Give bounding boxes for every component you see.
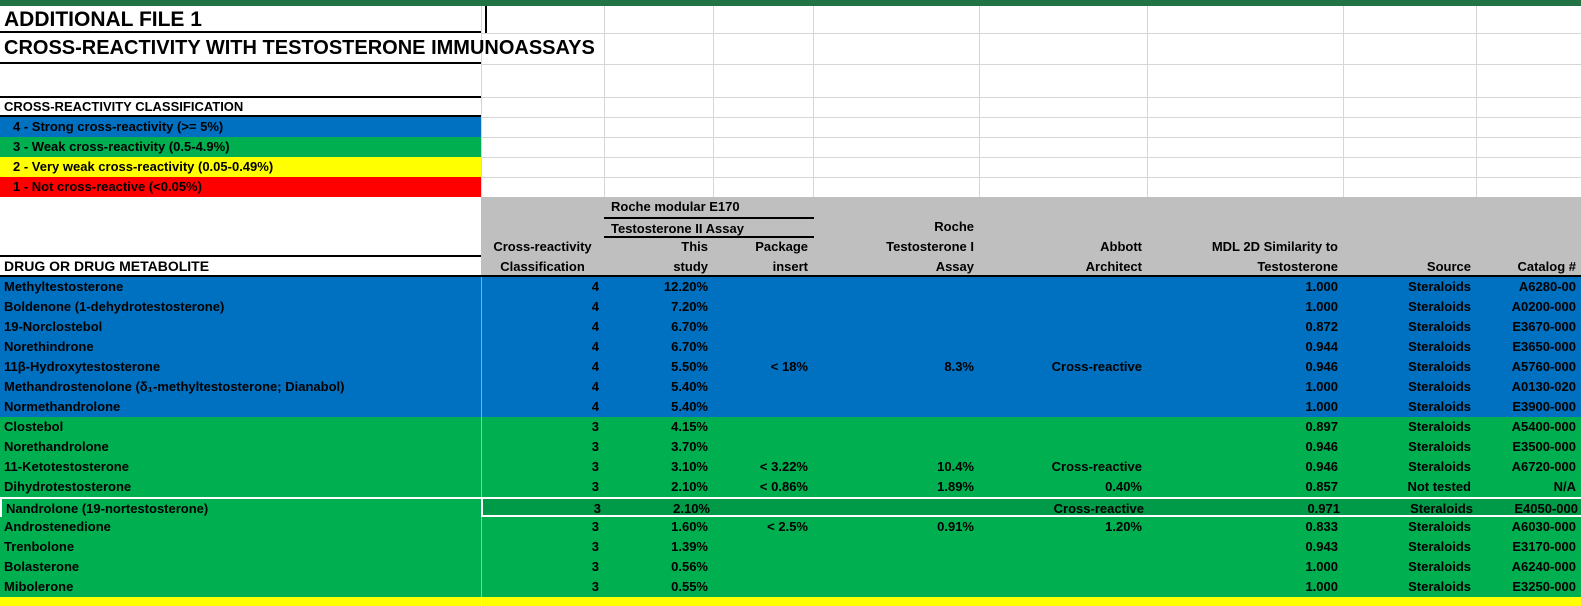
cell-mdl-similarity[interactable]: 0.897 <box>1305 419 1338 434</box>
col-header-classification-line1[interactable]: Cross-reactivity <box>493 239 592 254</box>
cell-mdl-similarity[interactable]: 0.944 <box>1305 339 1338 354</box>
cell-drug[interactable]: Normethandrolone <box>4 399 121 414</box>
table-row[interactable] <box>0 577 1581 597</box>
cell-this-study[interactable]: 1.39% <box>671 539 708 554</box>
cell-this-study[interactable]: 2.10% <box>673 501 710 516</box>
cell-catalog[interactable]: A5760-000 <box>1511 359 1576 374</box>
cell-source[interactable]: Steraloids <box>1408 359 1471 374</box>
cell-mdl-similarity[interactable]: 0.833 <box>1305 519 1338 534</box>
sheet-title-cell[interactable]: CROSS-REACTIVITY WITH TESTOSTERONE IMMUNOASSAYS <box>4 37 595 59</box>
cell-this-study[interactable]: 3.10% <box>671 459 708 474</box>
cell-abbott-architect[interactable]: Cross-reactive <box>1051 359 1142 374</box>
legend-item-2[interactable]: 2 - Very weak cross-reactivity (0.05-0.49%) <box>0 157 481 177</box>
cell-mdl-similarity[interactable]: 0.943 <box>1305 539 1338 554</box>
cell-classification[interactable]: 3 <box>591 479 599 494</box>
table-row[interactable] <box>0 457 1581 477</box>
cell-package-insert[interactable] <box>715 499 815 519</box>
col-header-this-study-line2[interactable]: study <box>673 259 708 274</box>
cell-abbott-architect[interactable] <box>979 397 1147 417</box>
cell-roche-i-assay[interactable] <box>813 437 979 457</box>
cell-roche-i-assay[interactable] <box>813 417 979 437</box>
col-header-roche-i-line2[interactable]: Testosterone I <box>886 239 974 254</box>
cell-abbott-architect[interactable] <box>979 437 1147 457</box>
cell-catalog[interactable]: E4050-000 <box>1514 501 1578 516</box>
gridline <box>481 97 1581 98</box>
col-header-source[interactable]: Source <box>1426 259 1471 274</box>
table-row[interactable] <box>0 477 1581 497</box>
cell-abbott-architect[interactable] <box>979 557 1147 577</box>
table-row[interactable] <box>0 537 1581 557</box>
col-header-roche-i-line1[interactable]: Roche <box>934 219 974 234</box>
col-header-classification-line2[interactable]: Classification <box>500 259 585 274</box>
partial-yellow-row[interactable] <box>0 597 1581 606</box>
cell-roche-i-assay[interactable] <box>815 499 981 519</box>
cell-abbott-architect[interactable] <box>979 577 1147 597</box>
cell-source[interactable]: Steraloids <box>1408 559 1471 574</box>
table-row[interactable] <box>0 337 1581 357</box>
cell-classification[interactable]: 3 <box>591 579 599 594</box>
cell-catalog[interactable]: A0130-020 <box>1511 379 1576 394</box>
col-header-package-insert-line2[interactable]: insert <box>772 259 808 274</box>
cell-this-study[interactable]: 0.55% <box>671 579 708 594</box>
cell-package-insert[interactable] <box>713 417 813 437</box>
cell-drug[interactable]: Dihydrotestosterone <box>4 479 132 494</box>
cell-roche-i-assay[interactable] <box>813 277 979 297</box>
cell-catalog[interactable]: E3650-000 <box>1512 339 1576 354</box>
cell-classification[interactable]: 3 <box>591 419 599 434</box>
gridline <box>481 137 1581 138</box>
cell-catalog[interactable]: A0200-000 <box>1511 299 1576 314</box>
cell-package-insert[interactable]: < 18% <box>770 359 808 374</box>
col-header-roche-i-line3[interactable]: Assay <box>935 259 974 274</box>
cell-mdl-similarity[interactable]: 0.857 <box>1305 479 1338 494</box>
gridline <box>604 6 605 197</box>
gridline <box>1476 6 1477 197</box>
cell-abbott-architect[interactable]: Cross-reactive <box>1053 501 1144 516</box>
cell-drug[interactable]: Mibolerone <box>4 579 74 594</box>
cell-catalog[interactable]: E3170-000 <box>1512 539 1576 554</box>
cell-roche-i-assay[interactable] <box>813 337 979 357</box>
gridline <box>813 6 814 197</box>
table-row[interactable] <box>0 557 1581 577</box>
cell-abbott-architect[interactable]: Cross-reactive <box>1051 459 1142 474</box>
cell-abbott-architect[interactable] <box>979 377 1147 397</box>
cell-roche-i-assay[interactable]: 10.4% <box>937 459 974 474</box>
cell-abbott-architect[interactable]: 1.20% <box>1105 519 1142 534</box>
cell-drug[interactable]: Norethandrolone <box>4 439 109 454</box>
cell-package-insert[interactable] <box>713 397 813 417</box>
cell-this-study[interactable]: 7.20% <box>671 299 708 314</box>
cell-catalog[interactable]: N/A <box>1553 479 1576 494</box>
gridline <box>481 33 1581 34</box>
cell-roche-i-assay[interactable]: 0.91% <box>937 519 974 534</box>
cell-source[interactable]: Steraloids <box>1408 299 1471 314</box>
col-header-mdl-line1[interactable]: MDL 2D Similarity to <box>1211 239 1338 254</box>
col-header-abbott-line1[interactable]: Abbott <box>1100 239 1142 254</box>
table-row[interactable] <box>0 377 1581 397</box>
col-header-package-insert-line1[interactable]: Package <box>755 239 808 254</box>
cell-abbott-architect[interactable]: 0.40% <box>1105 479 1142 494</box>
cell-drug[interactable]: Bolasterone <box>4 559 80 574</box>
gridline <box>481 177 1581 178</box>
cell-mdl-similarity[interactable]: 0.872 <box>1305 319 1338 334</box>
cell-classification[interactable]: 4 <box>591 319 599 334</box>
cell-classification[interactable]: 3 <box>591 459 599 474</box>
cell-package-insert[interactable] <box>713 377 813 397</box>
cell-source[interactable]: Steraloids <box>1408 399 1471 414</box>
table-row[interactable] <box>0 357 1581 377</box>
cell-source[interactable]: Not tested <box>1407 479 1471 494</box>
table-row[interactable] <box>0 317 1581 337</box>
cell-drug[interactable]: 19-Norclostebol <box>4 319 103 334</box>
cell-catalog[interactable]: A6030-000 <box>1511 519 1576 534</box>
cell-classification[interactable]: 3 <box>591 439 599 454</box>
cell-mdl-similarity[interactable]: 1.000 <box>1305 279 1338 294</box>
cell-classification[interactable]: 4 <box>591 379 599 394</box>
cell-package-insert[interactable] <box>713 297 813 317</box>
cell-source[interactable]: Steraloids <box>1408 319 1471 334</box>
cell-this-study[interactable]: 6.70% <box>671 339 708 354</box>
cell-catalog[interactable]: A5400-000 <box>1511 419 1576 434</box>
cell-source[interactable]: Steraloids <box>1410 501 1473 516</box>
table-row[interactable] <box>0 417 1581 437</box>
cell-drug[interactable]: Norethindrone <box>4 339 94 354</box>
cell-source[interactable]: Steraloids <box>1408 539 1471 554</box>
gridline <box>1343 6 1344 197</box>
cell-abbott-architect[interactable] <box>979 297 1147 317</box>
cell-source[interactable]: Steraloids <box>1408 379 1471 394</box>
cell-mdl-similarity[interactable]: 1.000 <box>1305 559 1338 574</box>
cell-package-insert[interactable] <box>713 317 813 337</box>
cell-roche-i-assay[interactable] <box>813 297 979 317</box>
table-row[interactable] <box>0 437 1581 457</box>
cell-this-study[interactable]: 5.50% <box>671 359 708 374</box>
cell-source[interactable]: Steraloids <box>1408 439 1471 454</box>
cell-mdl-similarity[interactable]: 0.946 <box>1305 359 1338 374</box>
legend-item-3[interactable]: 3 - Weak cross-reactivity (0.5-4.9%) <box>0 137 481 157</box>
table-row[interactable] <box>0 277 1581 297</box>
cell-package-insert[interactable] <box>713 577 813 597</box>
table-row[interactable] <box>0 497 1581 517</box>
cell-drug[interactable]: Trenbolone <box>4 539 75 554</box>
cell-this-study[interactable]: 4.15% <box>671 419 708 434</box>
cell-catalog[interactable]: A6280-00 <box>1518 279 1576 294</box>
cell-abbott-architect[interactable] <box>979 537 1147 557</box>
cell-drug[interactable]: Clostebol <box>4 419 64 434</box>
cell-abbott-architect[interactable] <box>979 337 1147 357</box>
cell-abbott-architect[interactable] <box>979 277 1147 297</box>
cell-roche-i-assay[interactable] <box>813 577 979 597</box>
cell-package-insert[interactable] <box>713 337 813 357</box>
table-row[interactable] <box>0 397 1581 417</box>
cell-mdl-similarity[interactable]: 1.000 <box>1305 379 1338 394</box>
cell-classification[interactable]: 3 <box>591 559 599 574</box>
cell-catalog[interactable]: A6240-000 <box>1511 559 1576 574</box>
cell-drug[interactable]: 11-Ketotestosterone <box>4 459 129 474</box>
drug-header-cell[interactable]: DRUG OR DRUG METABOLITE <box>4 258 210 274</box>
table-row[interactable] <box>0 517 1581 537</box>
cell-classification[interactable]: 4 <box>591 299 599 314</box>
cell-roche-i-assay[interactable] <box>813 377 979 397</box>
cell-source[interactable]: Steraloids <box>1408 279 1471 294</box>
cell-package-insert[interactable] <box>713 437 813 457</box>
cell-this-study[interactable]: 2.10% <box>671 479 708 494</box>
cell-catalog[interactable]: E3500-000 <box>1512 439 1576 454</box>
cell-roche-i-assay[interactable]: 8.3% <box>944 359 974 374</box>
cell-classification[interactable]: 4 <box>591 279 599 294</box>
cell-source[interactable]: Steraloids <box>1408 519 1471 534</box>
cell-drug[interactable]: Methyltestosterone <box>4 279 124 294</box>
cell-abbott-architect[interactable] <box>979 417 1147 437</box>
cell-roche-i-assay[interactable]: 1.89% <box>937 479 974 494</box>
cell-abbott-architect[interactable] <box>979 317 1147 337</box>
cell-this-study[interactable]: 6.70% <box>671 319 708 334</box>
cell-catalog[interactable]: A6720-000 <box>1511 459 1576 474</box>
group-header-roche-e170[interactable]: Roche modular E170 <box>611 199 740 214</box>
cell-roche-i-assay[interactable] <box>813 537 979 557</box>
cell-mdl-similarity[interactable]: 1.000 <box>1305 299 1338 314</box>
cell-catalog[interactable]: E3900-000 <box>1512 399 1576 414</box>
cell-package-insert[interactable] <box>713 557 813 577</box>
gridline <box>481 117 1581 118</box>
header-bottom-border <box>0 275 1581 277</box>
gridline <box>713 6 714 197</box>
cell-classification[interactable]: 3 <box>591 519 599 534</box>
col-header-abbott-line2[interactable]: Architect <box>1085 259 1142 274</box>
cell-source[interactable]: Steraloids <box>1408 459 1471 474</box>
cell-this-study[interactable]: 0.56% <box>671 559 708 574</box>
cell-catalog[interactable]: E3670-000 <box>1512 319 1576 334</box>
cell-package-insert[interactable]: < 2.5% <box>767 519 808 534</box>
gridline <box>481 64 1581 65</box>
cell-package-insert[interactable]: < 0.86% <box>759 479 808 494</box>
cell-package-insert[interactable] <box>713 537 813 557</box>
cell-mdl-similarity[interactable]: 1.000 <box>1305 579 1338 594</box>
cell-drug[interactable]: Methandrostenolone (δ₁-methyltestosterone; Dianabol) <box>4 379 345 394</box>
table-row[interactable] <box>0 297 1581 317</box>
cell-mdl-similarity[interactable]: 0.946 <box>1305 459 1338 474</box>
cell-catalog[interactable]: E3250-000 <box>1512 579 1576 594</box>
cell-this-study[interactable]: 12.20% <box>663 279 708 294</box>
cell-package-insert[interactable]: < 3.22% <box>759 459 808 474</box>
group-header-testosterone-ii[interactable]: Testosterone II Assay <box>611 221 744 236</box>
cell-mdl-similarity[interactable]: 0.971 <box>1307 501 1340 516</box>
cell-roche-i-assay[interactable] <box>813 317 979 337</box>
cell-drug[interactable]: Androstenedione <box>4 519 111 534</box>
cell-roche-i-assay[interactable] <box>813 557 979 577</box>
cell-this-study[interactable]: 1.60% <box>671 519 708 534</box>
legend-header-cell[interactable]: CROSS-REACTIVITY CLASSIFICATION <box>4 99 244 114</box>
cell-source[interactable]: Steraloids <box>1408 579 1471 594</box>
cell-this-study[interactable]: 5.40% <box>671 379 708 394</box>
cell-classification[interactable]: 3 <box>593 501 601 516</box>
cell-source[interactable]: Steraloids <box>1408 419 1471 434</box>
cell-this-study[interactable]: 5.40% <box>671 399 708 414</box>
cell-roche-i-assay[interactable] <box>813 397 979 417</box>
group-header-underline-2 <box>604 236 814 238</box>
gridline <box>481 157 1581 158</box>
cell-mdl-similarity[interactable]: 0.946 <box>1305 439 1338 454</box>
cell-classification[interactable]: 4 <box>591 359 599 374</box>
cell-classification[interactable]: 3 <box>591 539 599 554</box>
cell-package-insert[interactable] <box>713 277 813 297</box>
cell-drug[interactable]: 11β-Hydroxytestosterone <box>4 359 161 374</box>
cell-drug[interactable]: Boldenone (1-dehydrotestosterone) <box>4 299 225 314</box>
cell-drug[interactable]: Nandrolone (19-nortestosterone) <box>2 499 483 519</box>
file-title-cell[interactable]: ADDITIONAL FILE 1 <box>0 6 487 33</box>
gridline <box>1147 6 1148 197</box>
legend-item-4[interactable]: 4 - Strong cross-reactivity (>= 5%) <box>0 117 481 137</box>
cell-source[interactable]: Steraloids <box>1408 339 1471 354</box>
colA-separator <box>481 277 482 606</box>
gridline <box>979 6 980 197</box>
col-header-mdl-line2[interactable]: Testosterone <box>1257 259 1338 274</box>
cell-mdl-similarity[interactable]: 1.000 <box>1305 399 1338 414</box>
cell-this-study[interactable]: 3.70% <box>671 439 708 454</box>
col-header-catalog[interactable]: Catalog # <box>1517 259 1576 274</box>
legend-item-1[interactable]: 1 - Not cross-reactive (<0.05%) <box>0 177 481 197</box>
cell-classification[interactable]: 4 <box>591 339 599 354</box>
cell-classification[interactable]: 4 <box>591 399 599 414</box>
col-header-this-study-line1[interactable]: This <box>681 239 708 254</box>
